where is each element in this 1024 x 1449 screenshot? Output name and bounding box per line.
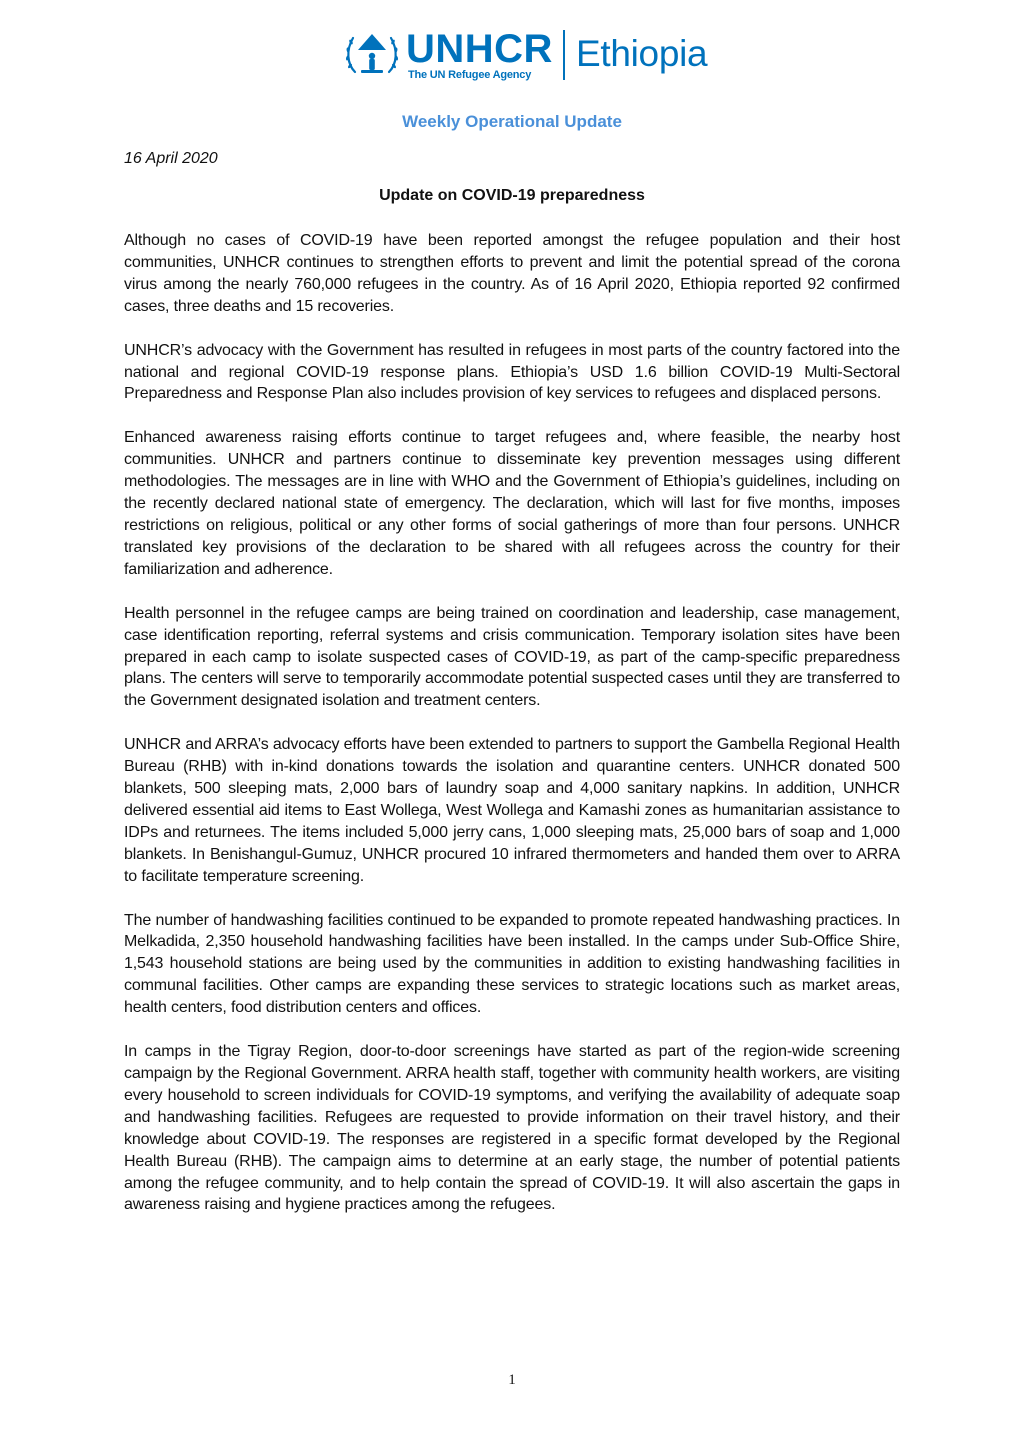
unhcr-emblem-icon — [343, 28, 401, 80]
paragraph: Health personnel in the refugee camps are being trained on coordination and leadership, case management, case identification reporting, referral systems and crisis communication. Temporary isolation sites have been prepared in each camp to isolate suspected cases of COVID-19, as part of the camp-specific preparedness plans. The centers will serve to temporarily accommodate potential suspected cases until they are transferred to the Government designated isolation and treatment centers. — [124, 604, 900, 710]
letterhead — [0, 26, 1024, 86]
country-name: Ethiopia — [576, 33, 708, 74]
document-date: 16 April 2020 — [124, 150, 218, 167]
org-name: UNHCR — [406, 27, 553, 71]
logo-divider — [563, 30, 565, 80]
section-heading: Update on COVID-19 preparedness — [379, 187, 645, 204]
paragraph: UNHCR and ARRA’s advocacy efforts have been extended to partners to support the Gambella Regional Health Bureau (RHB) with in-kind donations towards the isolation and quarantine centers. UNHCR donated 500 blankets, 500 sleeping mats, 2,000 bars of laundry soap and 4,000 sanitary napkins. In addition, UNHCR delivered essential aid items to East Wollega, West Wollega and Kamashi zones as humanitarian assistance to IDPs and returnees. The items included 5,000 jerry cans, 1,000 sleeping mats, 25,000 bars of soap and 1,000 blankets. In Benishangul-Gumuz, UNHCR procured 10 infrared thermometers and handed them over to ARRA to facilitate temperature screening. — [124, 736, 900, 885]
paragraph: Although no cases of COVID-19 have been reported amongst the refugee population and their host communities, UNHCR continues to strengthen efforts to prevent and limit the potential spread of the corona virus among the nearly 760,000 refugees in the country. As of 16 April 2020, Ethiopia reported 92 confirmed cases, three deaths and 15 recoveries. — [124, 232, 900, 315]
paragraph: The number of handwashing facilities continued to be expanded to promote repeated handwashing practices. In Melkadida, 2,350 household handwashing facilities have been installed. In the camps under Sub-Office Shire, 1,543 household stations are being used by the communities in addition to existing handwashing facilities in communal facilities. Other camps are expanding these services to strategic locations such as market areas, health centers, food distribution centers and offices. — [124, 911, 900, 1017]
paragraph: In camps in the Tigray Region, door-to-door screenings have started as part of the region-wide screening campaign by the Regional Government. ARRA health staff, together with community health workers, are visiting every household to screen individuals for COVID-19 symptoms, and verifying the availability of adequate soap and handwashing facilities. Refugees are requested to provide information on their travel history, and their knowledge about COVID-19. The responses are registered in a specific format developed by the Regional Health Bureau (RHB). The campaign aims to determine at an early stage, the number of potential patients among the refugee community, and to help contain the spread of COVID-19. It will also ascertain the gaps in awareness raising and hygiene practices among the refugees. — [124, 1043, 900, 1214]
paragraph: Enhanced awareness raising efforts continue to target refugees and, where feasible, the nearby host communities. UNHCR and partners continue to disseminate key prevention messages using different methodologies. The messages are in line with WHO and the Government of Ethiopia’s guidelines, including on the recently declared national state of emergency. The declaration, which will last for five months, imposes restrictions on religious, political or any other forms of social gatherings of more than four persons. UNHCR translated key provisions of the declaration to be shared with all refugees across the country for their familiarization and adherence. — [124, 429, 900, 578]
org-tagline: The UN Refugee Agency — [408, 69, 532, 81]
body-text — [124, 230, 900, 1238]
document-type: Weekly Operational Update — [402, 112, 622, 131]
page-number: 1 — [508, 1372, 516, 1388]
logo-wordmark — [406, 27, 553, 81]
paragraph: UNHCR’s advocacy with the Government has resulted in refugees in most parts of the country factored into the national and regional COVID-19 response plans. Ethiopia’s USD 1.6 billion COVID-19 Multi-Sectoral Preparedness and Response Plan also includes provision of key services to refugees and displaced persons. — [124, 341, 900, 403]
